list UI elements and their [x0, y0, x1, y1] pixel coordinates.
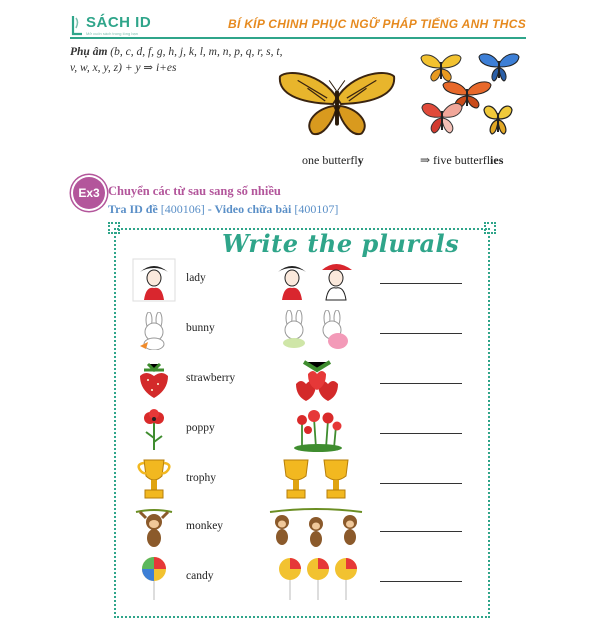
candy-icon [276, 556, 360, 600]
answer-blank[interactable] [380, 282, 462, 284]
strawberry-icon [294, 360, 340, 402]
worksheet-row [130, 308, 470, 354]
lady-icon [274, 258, 362, 302]
word-label: lady [186, 272, 206, 284]
worksheet-title: Write the plurals [222, 229, 460, 258]
answer-blank[interactable] [380, 332, 462, 334]
word-label: candy [186, 570, 214, 582]
plural-example-text: ⇒ five butterfl [420, 153, 491, 167]
butterfly-icon [482, 102, 514, 136]
exam-id-label: Tra ID đề [108, 202, 161, 216]
worksheet-row [130, 458, 470, 504]
poppy-icon [292, 408, 344, 452]
video-id-link[interactable]: [400107] [294, 202, 339, 216]
header-title: BÍ KÍP CHINH PHỤC NGỮ PHÁP TIẾNG ANH THCS [227, 17, 526, 31]
book-logo-icon [70, 14, 84, 36]
singular-example-text: one butterfl [302, 153, 358, 167]
bunny-icon [276, 310, 356, 350]
butterfly-icon [278, 68, 396, 138]
answer-blank[interactable] [380, 432, 462, 434]
rule-label: Phụ âm [70, 46, 108, 58]
rule-text: (b, c, d, f, g, h, j, k, l, m, n, p, q, r, s, t, v, w, x, y, z) + y ⇒ i+es [70, 46, 283, 74]
word-label: bunny [186, 322, 215, 334]
strawberry-icon [136, 360, 172, 400]
singular-example-ending: y [357, 153, 364, 167]
trophy-icon [136, 458, 172, 500]
word-label: poppy [186, 422, 215, 434]
bunny-icon [136, 312, 172, 350]
exercise-badge: Ex3 [73, 177, 105, 209]
header-divider [70, 37, 526, 39]
poppy-icon [140, 408, 168, 450]
worksheet-row [130, 408, 470, 454]
exam-id-link[interactable]: [400106] [160, 202, 205, 216]
plural-example-ending: ies [490, 153, 504, 167]
plural-example [420, 153, 503, 168]
candy-icon [140, 556, 168, 600]
lady-icon [132, 258, 176, 302]
spelling-rule [70, 44, 285, 76]
word-label: strawberry [186, 372, 236, 384]
butterfly-icon [478, 52, 520, 82]
monkey-icon [268, 506, 364, 550]
answer-blank[interactable] [380, 482, 462, 484]
worksheet-row [130, 258, 470, 304]
logo-tagline: Mở cuốn sách trong lòng bạn [86, 31, 138, 36]
exercise-title: Chuyển các từ sau sang số nhiều [108, 184, 281, 198]
worksheet-row [130, 556, 470, 602]
monkey-icon [134, 506, 174, 550]
logo-text: SÁCH ID [86, 14, 152, 31]
butterfly-icon [420, 53, 462, 83]
worksheet-row [130, 506, 470, 552]
worksheet-row [130, 358, 470, 404]
exercise-links [108, 202, 338, 217]
answer-blank[interactable] [380, 382, 462, 384]
trophy-icon [280, 458, 354, 500]
answer-blank[interactable] [380, 580, 462, 582]
answer-blank[interactable] [380, 530, 462, 532]
word-label: monkey [186, 520, 224, 532]
video-label: - Video chữa bài [204, 202, 295, 216]
singular-example [302, 153, 364, 168]
word-label: trophy [186, 472, 217, 484]
butterfly-icon [420, 100, 464, 134]
